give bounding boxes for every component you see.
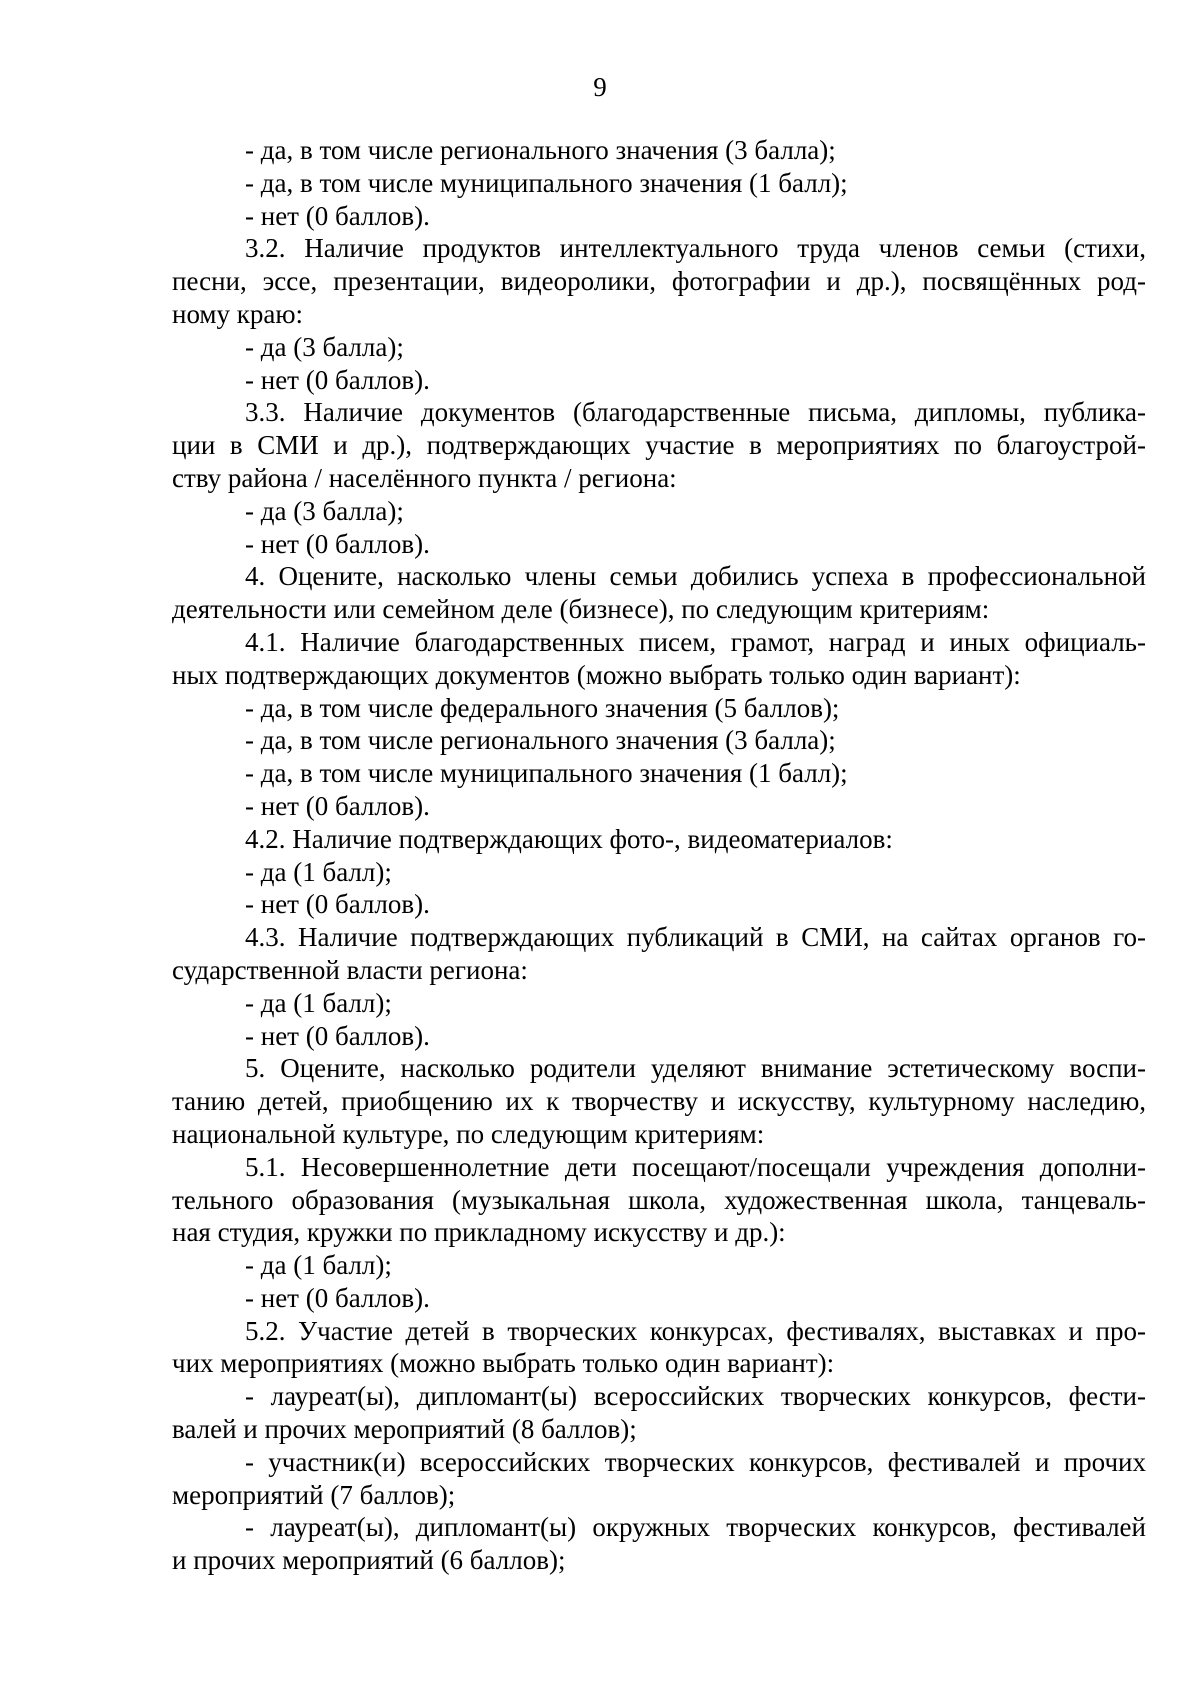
text-line: песни, эссе, презентации, видеоролики, фотографии и др.), посвящённых род-: [172, 266, 1146, 297]
text-line: - нет (0 баллов).: [245, 200, 430, 231]
text-line: ных подтверждающих документов (можно выбрать только один вариант):: [172, 659, 1021, 690]
text-line: - лауреат(ы), дипломант(ы) окружных творческих конкурсов, фестивалей: [245, 1512, 1146, 1543]
text-line: - да, в том числе регионального значения (3 балла);: [245, 725, 836, 756]
text-line: - да, в том числе регионального значения (3 балла);: [245, 135, 836, 165]
text-line: 4.2. Наличие подтверждающих фото-, видеоматериалов:: [245, 823, 893, 854]
text-line: - нет (0 баллов).: [245, 790, 430, 821]
text-line: деятельности или семейном деле (бизнесе), по следующим критериям:: [172, 594, 990, 625]
text-line: 3.3. Наличие документов (благодарственные письма, дипломы, публика-: [245, 397, 1146, 428]
text-line: - да, в том числе федерального значения (5 баллов);: [245, 692, 840, 723]
text-line: - нет (0 баллов).: [245, 528, 430, 559]
text-line: ции в СМИ и др.), подтверждающих участие в мероприятиях по благоустрой-: [172, 430, 1146, 461]
text-line: - нет (0 баллов).: [245, 1020, 430, 1051]
text-line: - нет (0 баллов).: [245, 889, 430, 920]
text-line: - да (1 балл);: [245, 856, 392, 887]
text-line: - да (3 балла);: [245, 331, 404, 362]
text-line: ному краю:: [172, 298, 304, 329]
text-line: мероприятий (7 баллов);: [172, 1479, 456, 1510]
text-line: национальной культуре, по следующим критериям:: [172, 1118, 765, 1149]
text-line: - да (1 балл);: [245, 1250, 392, 1281]
document-body: [172, 134, 1146, 1577]
text-line: - да, в том числе муниципального значения (1 балл);: [245, 167, 848, 198]
text-line: тельного образования (музыкальная школа, художественная школа, танцеваль-: [172, 1184, 1146, 1215]
text-line: - да, в том числе муниципального значения (1 балл);: [245, 758, 848, 789]
text-line: валей и прочих мероприятий (8 баллов);: [172, 1414, 637, 1445]
text-line: сударственной власти региона:: [172, 954, 528, 985]
text-line: 4.1. Наличие благодарственных писем, грамот, наград и иных официаль-: [245, 626, 1146, 657]
page-number: 9: [593, 72, 607, 102]
text-line: - нет (0 баллов).: [245, 1282, 430, 1313]
text-line: - да (1 балл);: [245, 987, 392, 1018]
text-line: 4. Оцените, насколько члены семьи добились успеха в профессиональной: [245, 561, 1146, 592]
text-line: 5. Оцените, насколько родители уделяют внимание эстетическому воспи-: [245, 1053, 1146, 1084]
text-line: ная студия, кружки по прикладному искусству и др.):: [172, 1217, 786, 1248]
text-line: 3.2. Наличие продуктов интеллектуального труда членов семьи (стихи,: [245, 233, 1146, 264]
text-line: 4.3. Наличие подтверждающих публикаций в СМИ, на сайтах органов го-: [245, 922, 1146, 953]
text-line: - участник(и) всероссийских творческих конкурсов, фестивалей и прочих: [245, 1446, 1146, 1477]
text-line: чих мероприятиях (можно выбрать только один вариант):: [172, 1348, 835, 1379]
text-line: - да (3 балла);: [245, 495, 404, 526]
text-line: - лауреат(ы), дипломант(ы) всероссийских творческих конкурсов, фести-: [245, 1381, 1146, 1412]
text-line: и прочих мероприятий (6 баллов);: [172, 1545, 566, 1576]
text-line: 5.2. Участие детей в творческих конкурсах, фестивалях, выставках и про-: [245, 1315, 1146, 1346]
text-line: 5.1. Несовершеннолетние дети посещают/посещали учреждения дополни-: [245, 1151, 1146, 1182]
text-line: ству района / населённого пункта / региона:: [172, 462, 677, 493]
text-line: танию детей, приобщению их к творчеству и искусству, культурному наследию,: [172, 1086, 1146, 1117]
text-line: - нет (0 баллов).: [245, 364, 430, 395]
